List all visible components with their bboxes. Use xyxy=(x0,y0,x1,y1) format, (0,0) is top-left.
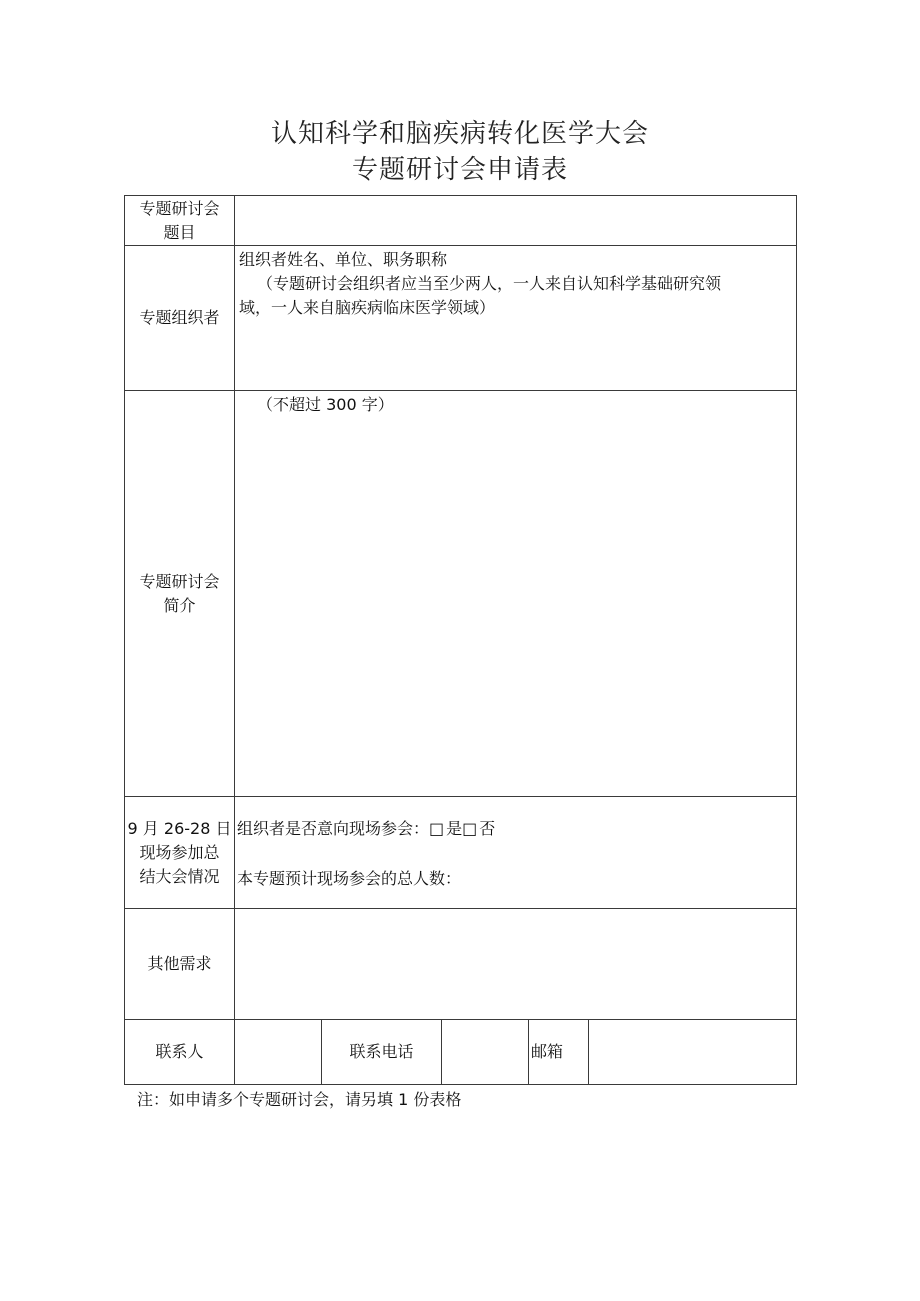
contact-phone-label-text: 联系电话 xyxy=(349,1042,414,1061)
topic-label-line2: 题目 xyxy=(163,222,196,242)
contact-email-label xyxy=(528,1019,589,1085)
attendance-label xyxy=(124,796,235,909)
intro-hint: （不超过 300 字） xyxy=(257,395,394,414)
attendance-count-label: 本专题预计现场参会的总人数： xyxy=(237,869,462,888)
intro-field[interactable] xyxy=(234,390,797,797)
attendance-field xyxy=(234,796,797,909)
yes-checkbox[interactable]: □ xyxy=(429,819,445,838)
form-title: 认知科学和脑疾病转化医学大会 xyxy=(270,119,649,149)
contact-email-field[interactable] xyxy=(588,1019,797,1085)
contact-person-label-text: 联系人 xyxy=(155,1042,204,1061)
organizer-label-text: 专题组织者 xyxy=(139,308,220,327)
other-label xyxy=(124,908,235,1020)
attendance-label-line2: 现场参加总 xyxy=(139,842,220,862)
topic-field[interactable] xyxy=(234,195,797,246)
no-label: 否 xyxy=(479,819,496,838)
contact-email-label-text: 邮箱 xyxy=(531,1042,564,1061)
organizer-requirement-2: 域，一人来自脑疾病临床医学领域） xyxy=(239,298,496,317)
topic-label-line1: 专题研讨会 xyxy=(139,198,220,218)
attendance-question: 组织者是否意向现场参会： xyxy=(237,819,430,838)
contact-person-field[interactable] xyxy=(234,1019,322,1085)
attendance-count-row[interactable] xyxy=(237,867,461,891)
attendance-label-line1: 9 月 26-28 日 xyxy=(127,818,232,838)
topic-label xyxy=(124,195,235,246)
contact-person-label xyxy=(124,1019,235,1085)
intro-label xyxy=(124,390,235,797)
no-checkbox[interactable]: □ xyxy=(462,819,478,838)
form-subtitle: 专题研讨会申请表 xyxy=(351,155,568,185)
organizer-field[interactable] xyxy=(234,245,797,391)
footnote: 注：如申请多个专题研讨会，请另填 1 份表格 xyxy=(137,1090,462,1109)
contact-phone-label xyxy=(321,1019,442,1085)
attendance-label-line3: 结大会情况 xyxy=(139,866,220,886)
organizer-requirement-1: （专题研讨会组织者应当至少两人，一人来自认知科学基础研究领 xyxy=(257,274,722,293)
contact-phone-field[interactable] xyxy=(441,1019,529,1085)
attendance-question-row xyxy=(237,817,495,841)
intro-label-line2: 简介 xyxy=(163,595,196,615)
other-label-text: 其他需求 xyxy=(147,954,212,973)
organizer-instruction: 组织者姓名、单位、职务职称 xyxy=(239,250,448,269)
organizer-label xyxy=(124,245,235,391)
other-field[interactable] xyxy=(234,908,797,1020)
yes-label: 是 xyxy=(446,819,463,838)
intro-label-line1: 专题研讨会 xyxy=(139,571,220,591)
